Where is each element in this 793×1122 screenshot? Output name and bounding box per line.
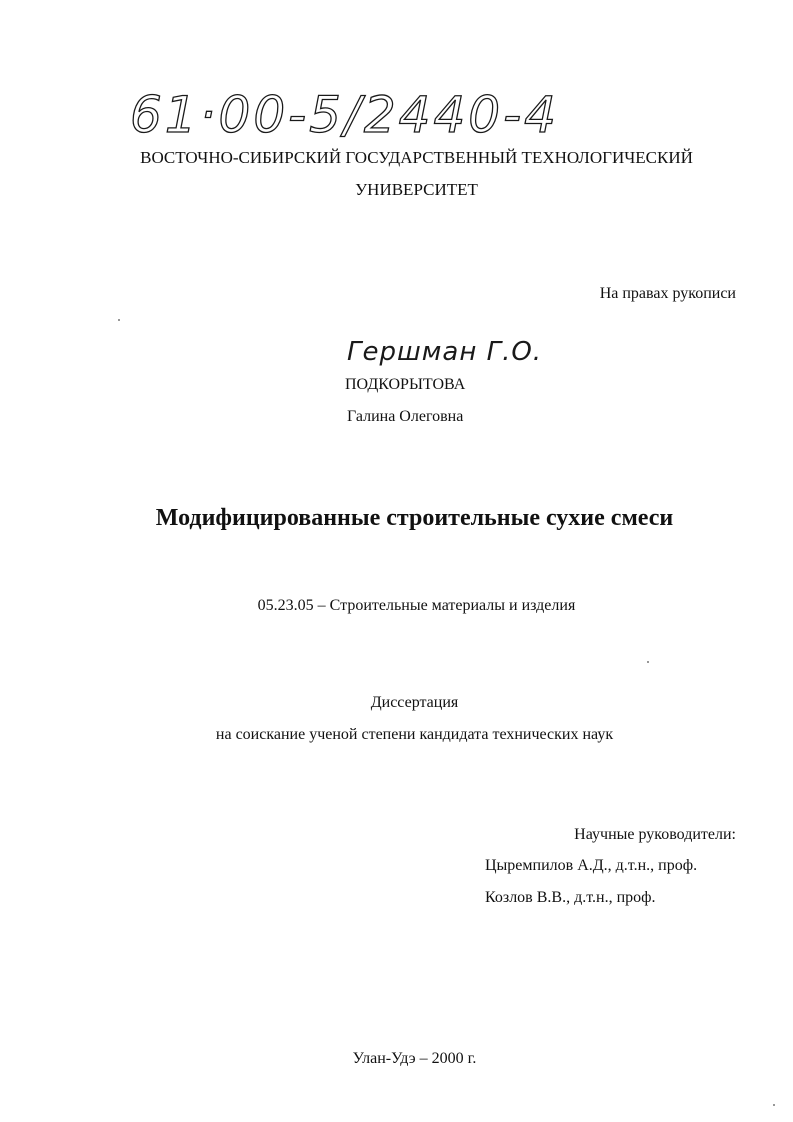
place-and-year: Улан-Удэ – 2000 г. [352,1050,477,1067]
handwritten-name-drawing [345,330,545,370]
university-name-line-1: ВОСТОЧНО-СИБИРСКИЙ ГОСУДАРСТВЕННЫЙ ТЕХНОЛОГИЧЕСКИЙ [140,148,693,167]
handwritten-archive-code-text: 61·00-5/2440-4 [130,86,559,144]
specialty-code: 05.23.05 – Строительные материалы и изделия [257,597,576,614]
author-surname: ПОДКОРЫТОВА [345,376,466,393]
supervisor-item: Цыремпилов А.Д., д.т.н., проф. [485,857,698,874]
handwritten-name-text: Гершман Г.О. [347,337,543,367]
university-name-line-2: УНИВЕРСИТЕТ [355,180,478,199]
dissertation-title: Модифицированные строительные сухие смеси [155,505,674,531]
supervisor-item: Козлов В.В., д.т.н., проф. [485,889,656,906]
rights-note: На правах рукописи [599,285,736,302]
handwritten-name-annotation [345,330,545,370]
author-given-names: Галина Олеговна [347,408,464,425]
dissertation-degree: на соискание ученой степени кандидата технических наук [215,726,614,743]
scan-speck [647,661,649,663]
scan-speck [118,319,120,321]
dissertation-type: Диссертация [370,694,459,711]
scan-speck [773,1104,775,1106]
supervisors-label: Научные руководители: [574,826,736,843]
